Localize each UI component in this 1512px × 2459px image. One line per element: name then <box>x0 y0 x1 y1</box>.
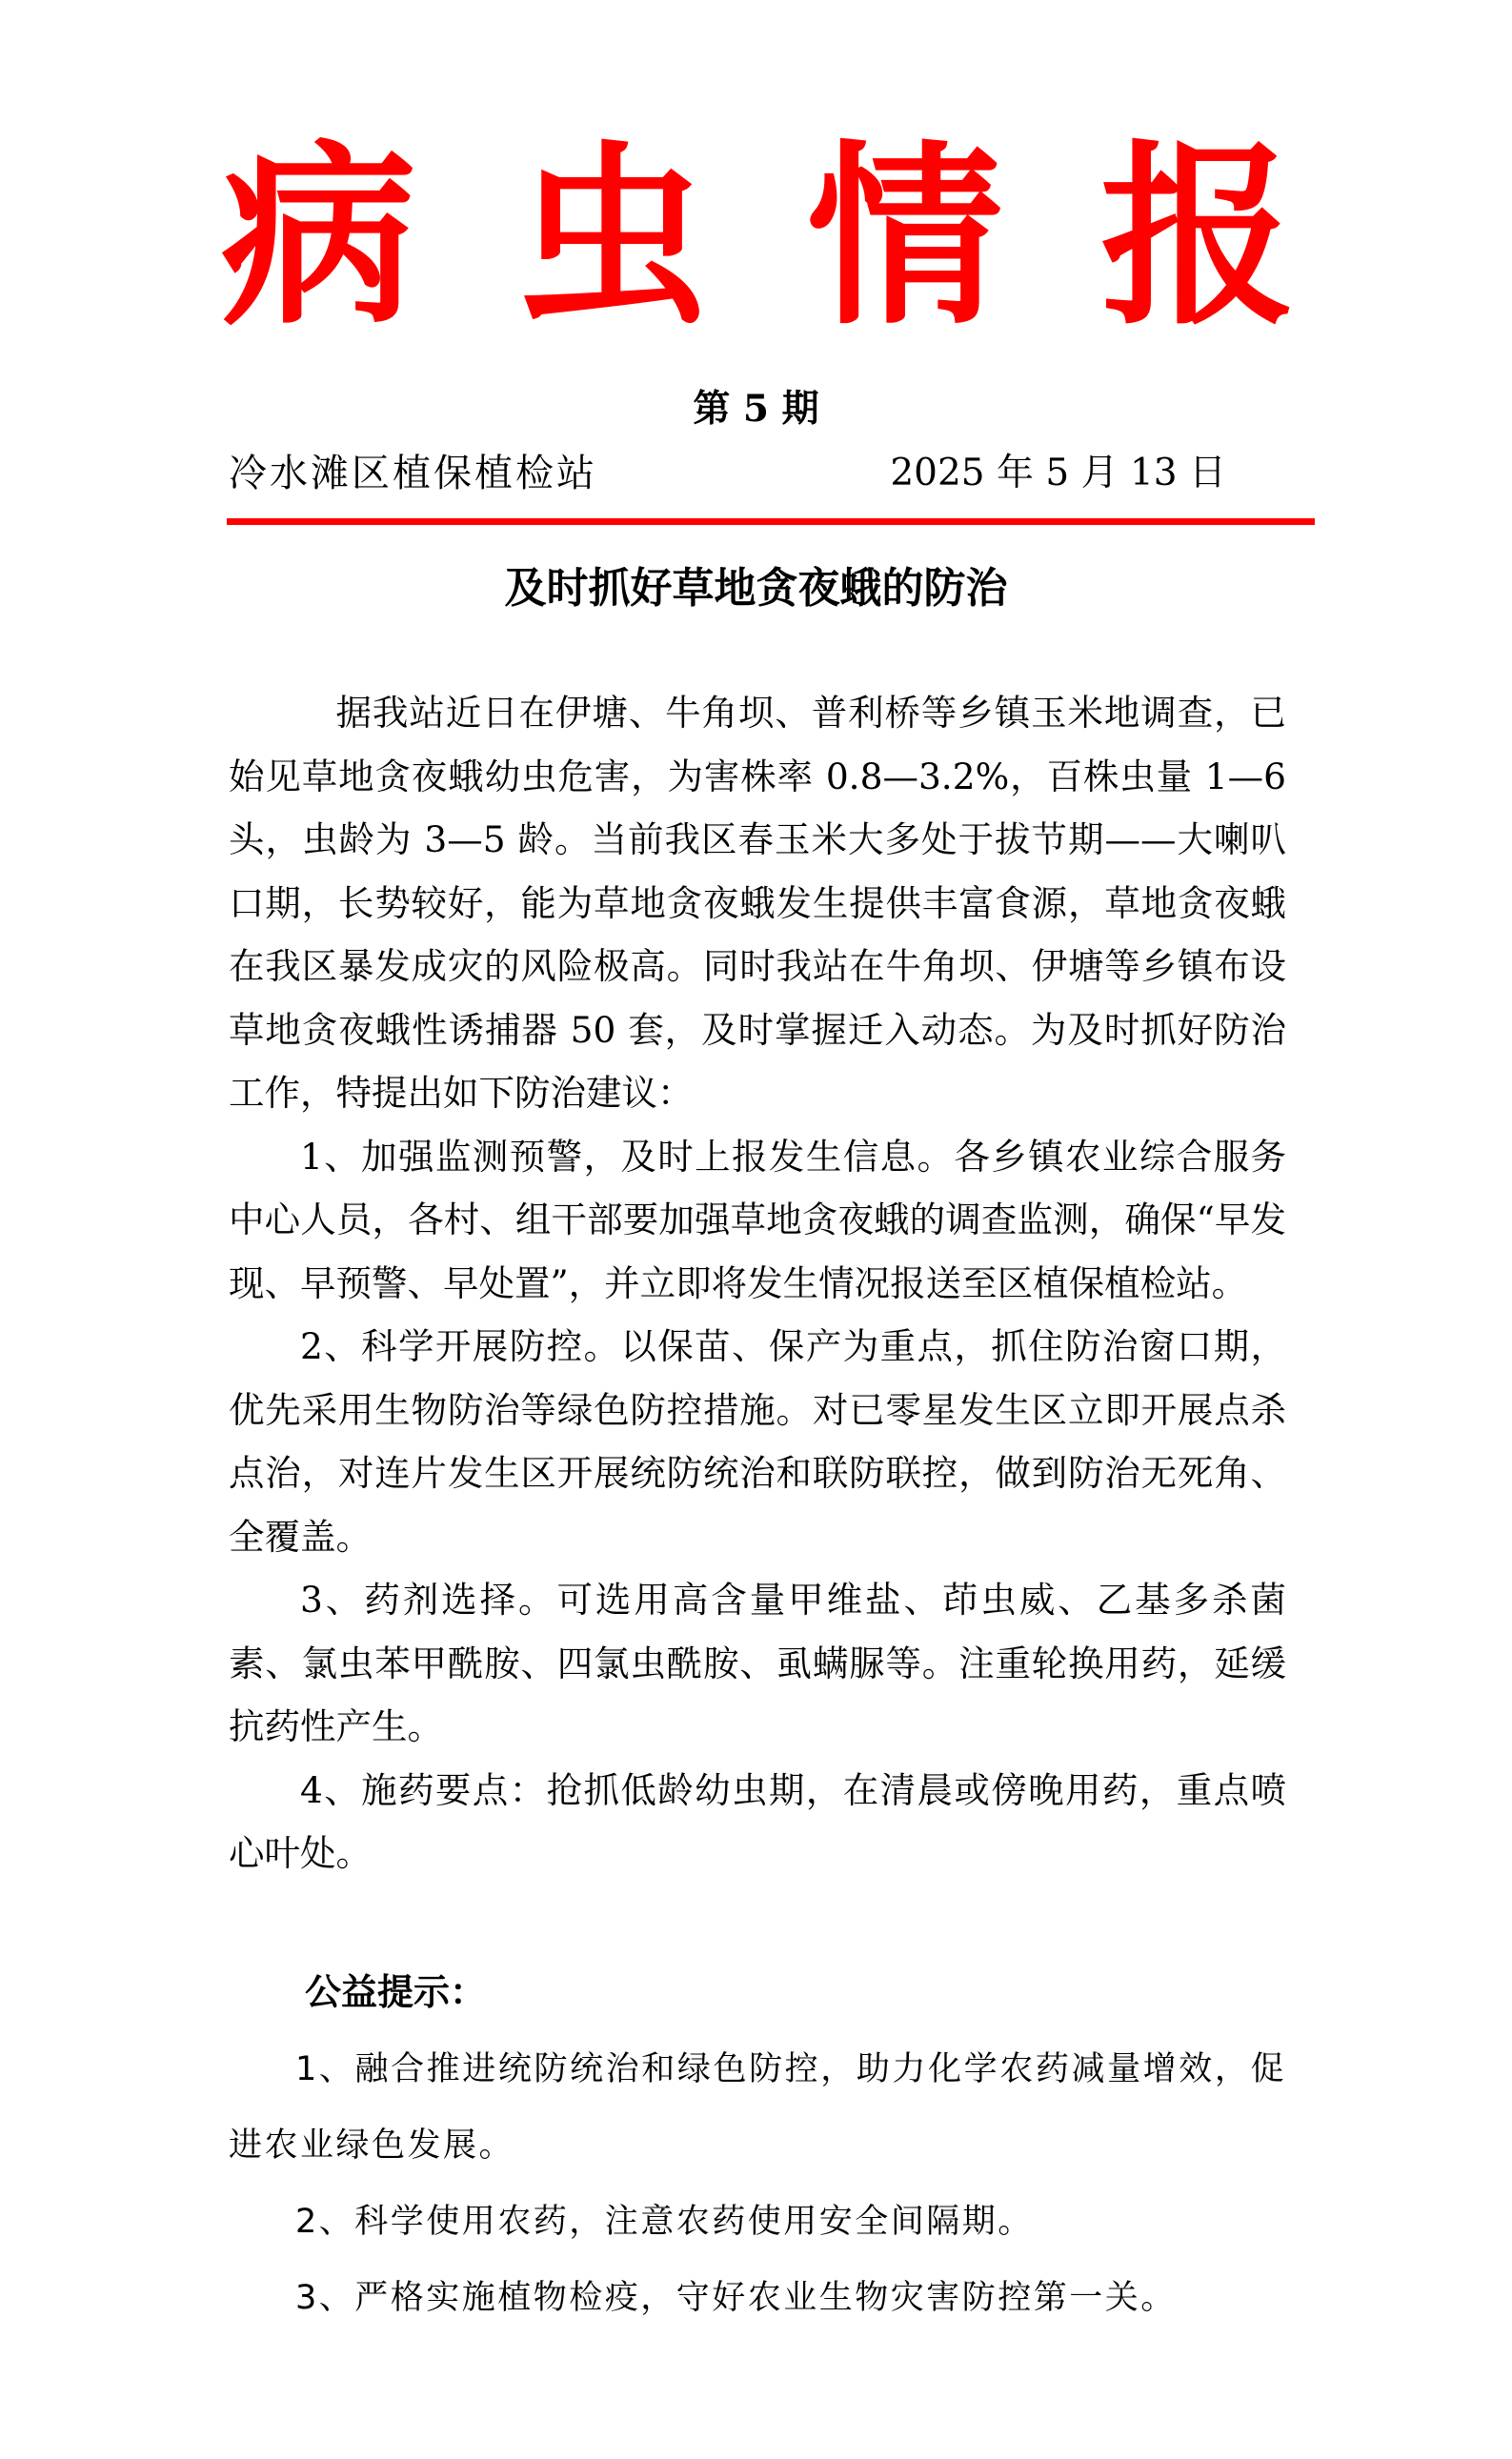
masthead <box>221 124 1296 353</box>
issue-number: 第 5 期 <box>693 387 819 431</box>
tip-item: 2、科学使用农药，注意农药使用安全间隔期。 <box>295 2203 1034 2241</box>
body-paragraph: 据我站近日在伊塘、牛角坝、普利桥等乡镇玉米地调查，已始见草地贪夜蛾幼虫危害，为害株率 0.8—3.2%，百株虫量 1—6 头，虫龄为 3—5 龄。当前我区春玉米大多处于拔节期——大喇叭口期，长势较好，能为草地贪夜蛾发生提供丰富食源，草地贪夜蛾在我区暴发成灾的风险极高。同时我站在牛角坝、伊塘等乡镇布设草地贪夜蛾性诱捕器 50 套，及时掌握迁入动态。为及时抓好防治工作，特提出如下防治建议： <box>229 692 1286 1114</box>
publish-date: 2025 年 5 月 13 日 <box>890 452 1226 494</box>
tip-item: 3、严格实施植物检疫，守好农业生物灾害防控第一关。 <box>295 2279 1177 2317</box>
body-paragraph: 3、药剂选择。可选用高含量甲维盐、茚虫威、乙基多杀菌素、氯虫苯甲酰胺、四氯虫酰胺、虱螨脲等。注重轮换用药，延缓抗药性产生。 <box>229 1579 1286 1747</box>
masthead-char: 虫 <box>514 125 710 352</box>
tip-item: 1、融合推进统防统治和绿色防控，助力化学农药减量增效，促进农业绿色发展。 <box>229 2050 1286 2165</box>
tips-heading: 公益提示： <box>305 1971 487 2013</box>
masthead-char: 情 <box>807 125 1003 352</box>
article-title: 及时抓好草地贪夜蛾的防治 <box>504 564 1008 613</box>
publisher-name: 冷水滩区植保植检站 <box>229 452 597 495</box>
masthead-char: 报 <box>1099 125 1296 352</box>
body-paragraph: 2、科学开展防控。以保苗、保产为重点，抓住防治窗口期，优先采用生物防治等绿色防控措施。对已零星发生区立即开展点杀点治，对连片发生区开展统防统治和联防联控，做到防治无死角、全覆盖。 <box>229 1325 1286 1558</box>
masthead-char: 病 <box>221 125 416 352</box>
body-paragraph: 4、施药要点：抢抓低龄幼虫期，在清晨或傍晚用药，重点喷心叶处。 <box>229 1768 1286 1874</box>
article-body <box>229 681 1286 1885</box>
body-paragraph: 1、加强监测预警，及时上报发生信息。各乡镇农业综合服务中心人员，各村、组干部要加强草地贪夜蛾的调查监测，确保“早发现、早预警、早处置”，并立即将发生情况报送至区植保植检站。 <box>229 1135 1286 1304</box>
header-divider <box>227 518 1315 525</box>
tips-list <box>229 2031 1286 2336</box>
